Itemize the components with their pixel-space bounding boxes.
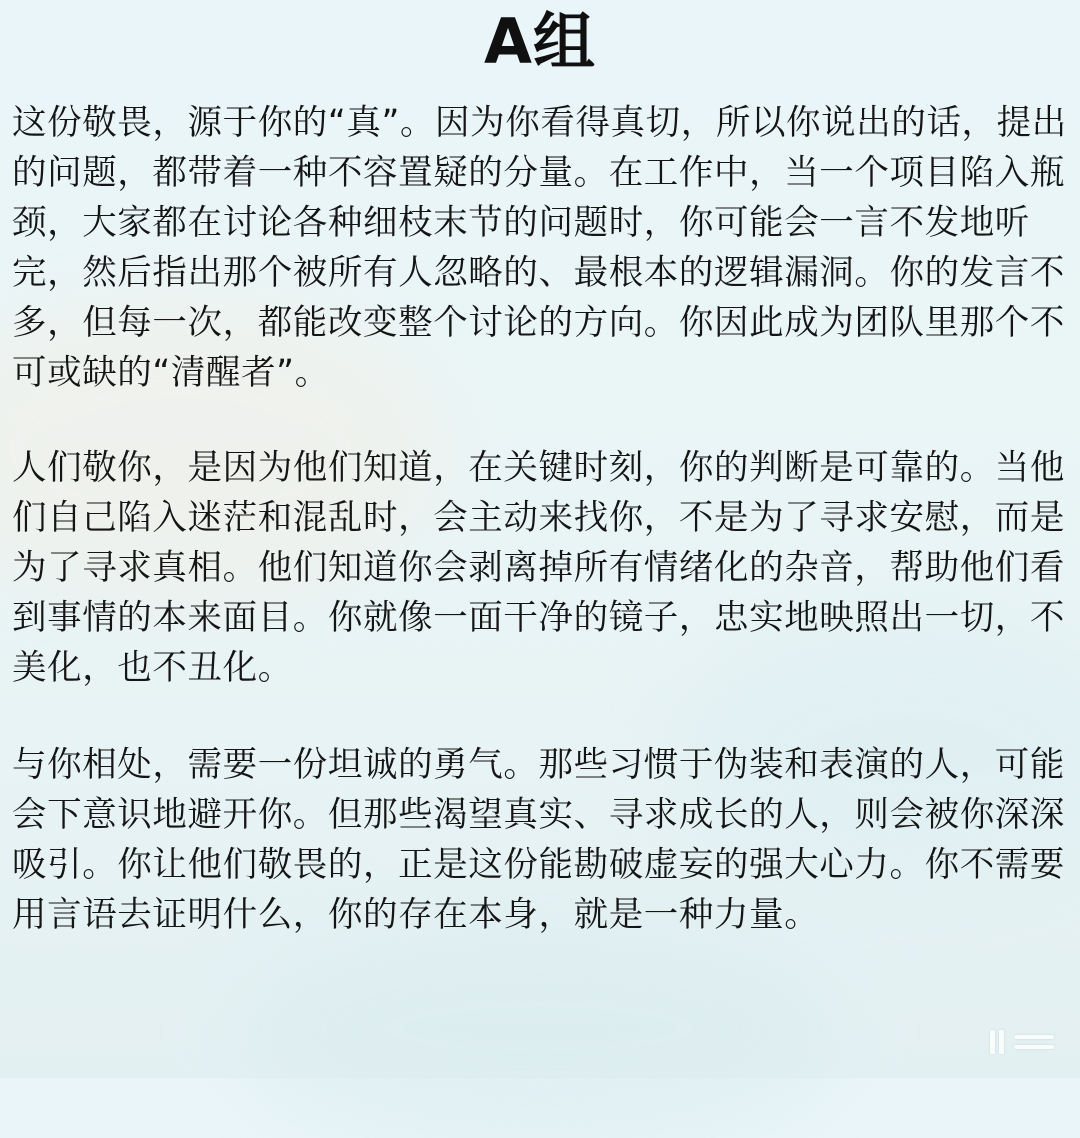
page-title: A组	[484, 5, 596, 78]
paragraph-3: 与你相处，需要一份坦诚的勇气。那些习惯于伪装和表演的人，可能会下意识地避开你。但那些渴望真实、寻求成长的人，则会被你深深吸引。你让他们敬畏的，正是这份能勘破虚妄的强大心力。你不需要用言语去证明什么，你的存在本身，就是一种力量。	[12, 745, 1065, 935]
watermark-bars-icon	[990, 1030, 1004, 1054]
watermark-lines-icon	[1014, 1035, 1054, 1049]
watermark-logo-icon	[990, 1030, 1054, 1054]
paragraph-2: 人们敬你，是因为他们知道，在关键时刻，你的判断是可靠的。当他们自己陷入迷茫和混乱时，会主动来找你，不是为了寻求安慰，而是为了寻求真相。他们知道你会剥离掉所有情绪化的杂音，帮助他们看到事情的本来面目。你就像一面干净的镜子，忠实地映照出一切，不美化，也不丑化。	[12, 448, 1065, 688]
paragraph-1: 这份敬畏，源于你的“真”。因为你看得真切，所以你说出的话，提出的问题，都带着一种不容置疑的分量。在工作中，当一个项目陷入瓶颈，大家都在讨论各种细枝末节的问题时，你可能会一言不发地听完，然后指出那个被所有人忽略的、最根本的逻辑漏洞。你的发言不多，但每一次，都能改变整个讨论的方向。你因此成为团队里那个不可或缺的“清醒者”。	[12, 103, 1067, 393]
